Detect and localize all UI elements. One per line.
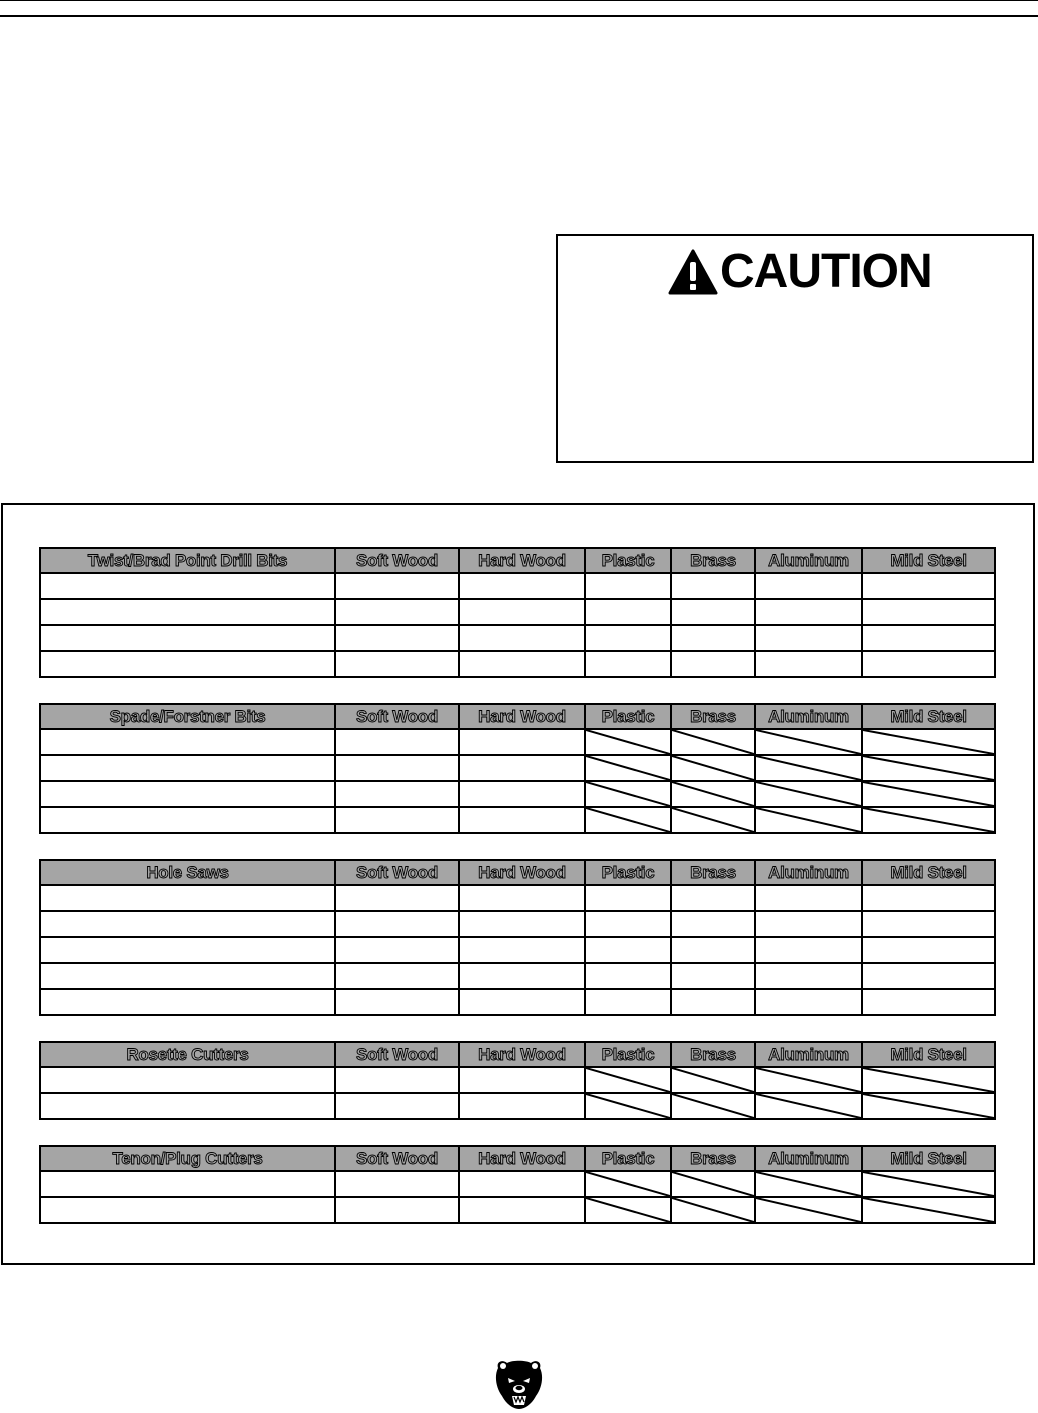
table-cell [335,781,459,807]
not-applicable-cell [671,755,755,781]
not-applicable-cell [755,1197,862,1223]
table-cell [862,573,995,599]
table-cell [335,885,459,911]
column-header: Brass [671,704,755,729]
table-title: Tenon/Plug Cutters [40,1146,335,1171]
column-header: Plastic [585,548,671,573]
table-row [40,911,995,937]
table-cell [335,911,459,937]
table-cell [40,1171,335,1197]
table-cell [335,729,459,755]
not-applicable-cell [862,755,995,781]
column-header: Aluminum [755,1146,862,1171]
table-cell [862,651,995,677]
strike-line [863,730,994,754]
strike-line [586,730,670,754]
table-cell [585,989,671,1015]
not-applicable-cell [671,1197,755,1223]
header-rule [0,15,1038,17]
strike-line [586,756,670,780]
strike-line [863,1172,994,1196]
column-header: Mild Steel [862,1042,995,1067]
table-title: Twist/Brad Point Drill Bits [40,548,335,573]
strike-line [756,1172,861,1196]
table-cell [335,625,459,651]
column-header: Mild Steel [862,1146,995,1171]
column-header: Plastic [585,1042,671,1067]
not-applicable-cell [585,781,671,807]
strike-line [756,730,861,754]
column-header: Mild Steel [862,548,995,573]
column-header: Aluminum [755,860,862,885]
table-row [40,963,995,989]
table-cell [459,755,585,781]
table-cell [585,625,671,651]
column-header: Hard Wood [459,1146,585,1171]
column-header: Plastic [585,704,671,729]
strike-line [756,756,861,780]
table-cell [862,911,995,937]
column-header: Soft Wood [335,860,459,885]
table-cell [40,963,335,989]
table-row [40,573,995,599]
strike-line [756,1198,861,1222]
table-cell [40,1093,335,1119]
not-applicable-cell [862,807,995,833]
table-row [40,625,995,651]
strike-line [586,1068,670,1092]
not-applicable-cell [862,729,995,755]
table-cell [459,989,585,1015]
not-applicable-cell [671,729,755,755]
table-cell [862,989,995,1015]
column-header: Brass [671,548,755,573]
table-header-row [40,704,995,729]
warning-triangle-icon [668,249,718,295]
table-cell [671,937,755,963]
strike-line [863,756,994,780]
strike-line [863,782,994,806]
table-row [40,807,995,833]
table-row [40,1171,995,1197]
table-cell [40,989,335,1015]
table-cell [335,755,459,781]
table-cell [40,573,335,599]
table-cell [459,599,585,625]
column-header: Soft Wood [335,1042,459,1067]
table-cell [755,625,862,651]
table-cell [671,625,755,651]
table-cell [459,911,585,937]
strike-line [672,1172,754,1196]
not-applicable-cell [585,1093,671,1119]
not-applicable-cell [671,781,755,807]
table-cell [755,573,862,599]
speed-table-hole-saws [39,859,996,1016]
speed-table-spade-forstner-bits [39,703,996,834]
not-applicable-cell [755,1067,862,1093]
table-cell [459,729,585,755]
table-row [40,937,995,963]
column-header: Aluminum [755,704,862,729]
table-cell [862,885,995,911]
strike-line [672,782,754,806]
table-header-row [40,1042,995,1067]
column-header: Aluminum [755,1042,862,1067]
table-cell [862,963,995,989]
not-applicable-cell [671,1067,755,1093]
table-cell [585,885,671,911]
not-applicable-cell [585,1197,671,1223]
table-cell [40,781,335,807]
table-cell [40,651,335,677]
strike-line [756,1094,861,1118]
table-row [40,1067,995,1093]
table-cell [459,1171,585,1197]
column-header: Mild Steel [862,704,995,729]
table-cell [459,885,585,911]
table-cell [459,1067,585,1093]
table-cell [755,885,862,911]
table-cell [335,1197,459,1223]
not-applicable-cell [671,1171,755,1197]
table-cell [335,963,459,989]
not-applicable-cell [585,755,671,781]
not-applicable-cell [755,729,862,755]
table-cell [40,1197,335,1223]
strike-line [586,1094,670,1118]
strike-line [672,808,754,832]
speed-table-tenon-plug-cutters [39,1145,996,1224]
table-cell [755,599,862,625]
table-cell [671,573,755,599]
strike-line [756,782,861,806]
column-header: Hard Wood [459,548,585,573]
table-row [40,989,995,1015]
table-cell [671,963,755,989]
table-row [40,729,995,755]
strike-line [756,1068,861,1092]
column-header: Brass [671,1042,755,1067]
strike-line [672,730,754,754]
table-row [40,885,995,911]
table-cell [40,729,335,755]
table-row [40,1093,995,1119]
table-cell [40,807,335,833]
caution-box [556,234,1034,463]
column-header: Soft Wood [335,548,459,573]
table-cell [585,937,671,963]
table-cell [585,599,671,625]
strike-line [863,1198,994,1222]
table-cell [459,937,585,963]
table-cell [335,989,459,1015]
table-cell [459,963,585,989]
table-cell [335,573,459,599]
table-cell [755,937,862,963]
table-cell [671,599,755,625]
strike-line [672,1094,754,1118]
strike-line [863,1068,994,1092]
strike-line [672,756,754,780]
strike-line [756,808,861,832]
strike-line [586,808,670,832]
table-cell [335,1093,459,1119]
table-row [40,781,995,807]
table-cell [671,651,755,677]
table-cell [335,1171,459,1197]
table-title: Rosette Cutters [40,1042,335,1067]
strike-line [586,782,670,806]
table-cell [40,625,335,651]
table-header-row [40,1146,995,1171]
speed-table-rosette-cutters [39,1041,996,1120]
table-cell [862,599,995,625]
table-cell [459,651,585,677]
column-header: Hard Wood [459,704,585,729]
column-header: Plastic [585,860,671,885]
table-cell [459,625,585,651]
table-cell [862,625,995,651]
strike-line [863,808,994,832]
column-header: Soft Wood [335,704,459,729]
not-applicable-cell [671,807,755,833]
table-row [40,651,995,677]
speed-table-twist-bits [39,547,996,678]
table-cell [335,937,459,963]
strike-line [586,1198,670,1222]
table-cell [40,911,335,937]
not-applicable-cell [862,1093,995,1119]
not-applicable-cell [862,1197,995,1223]
table-cell [755,989,862,1015]
not-applicable-cell [862,1171,995,1197]
table-cell [585,963,671,989]
caution-heading [668,244,932,300]
table-cell [40,937,335,963]
not-applicable-cell [755,781,862,807]
not-applicable-cell [755,1093,862,1119]
not-applicable-cell [862,781,995,807]
table-cell [755,651,862,677]
table-title: Spade/Forstner Bits [40,704,335,729]
column-header: Mild Steel [862,860,995,885]
table-cell [335,599,459,625]
table-cell [40,599,335,625]
column-header: Plastic [585,1146,671,1171]
table-cell [755,963,862,989]
column-header: Aluminum [755,548,862,573]
column-header: Hard Wood [459,1042,585,1067]
table-cell [459,807,585,833]
table-cell [459,573,585,599]
not-applicable-cell [755,755,862,781]
table-cell [459,1197,585,1223]
table-cell [585,911,671,937]
table-cell [755,911,862,937]
column-header: Hard Wood [459,860,585,885]
not-applicable-cell [585,1067,671,1093]
column-header: Soft Wood [335,1146,459,1171]
table-cell [671,911,755,937]
caution-title: CAUTION [720,245,932,298]
table-row [40,599,995,625]
not-applicable-cell [755,807,862,833]
table-cell [585,651,671,677]
top-rule [0,0,1038,1]
table-cell [671,885,755,911]
table-cell [40,1067,335,1093]
table-row [40,1197,995,1223]
table-title: Hole Saws [40,860,335,885]
table-cell [335,807,459,833]
strike-line [586,1172,670,1196]
not-applicable-cell [585,807,671,833]
not-applicable-cell [862,1067,995,1093]
table-header-row [40,860,995,885]
table-cell [40,885,335,911]
table-cell [40,755,335,781]
table-cell [459,1093,585,1119]
table-cell [335,1067,459,1093]
table-cell [862,937,995,963]
strike-line [672,1068,754,1092]
column-header: Brass [671,860,755,885]
table-cell [459,781,585,807]
table-cell [335,651,459,677]
not-applicable-cell [585,1171,671,1197]
bear-head-logo [494,1358,544,1410]
not-applicable-cell [585,729,671,755]
strike-line [863,1094,994,1118]
strike-line [672,1198,754,1222]
table-cell [585,573,671,599]
not-applicable-cell [671,1093,755,1119]
table-row [40,755,995,781]
not-applicable-cell [755,1171,862,1197]
table-header-row [40,548,995,573]
table-cell [671,989,755,1015]
column-header: Brass [671,1146,755,1171]
